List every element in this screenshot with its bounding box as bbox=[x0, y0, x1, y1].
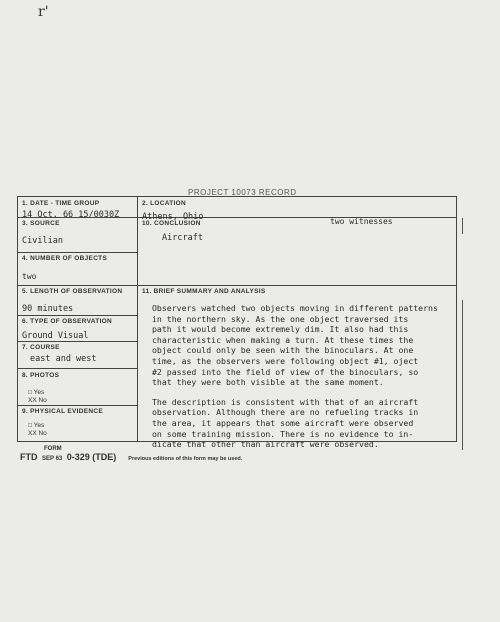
form-id bbox=[20, 452, 242, 462]
form-date: SEP 63 bbox=[42, 456, 63, 462]
summary-label: 11. BRIEF SUMMARY AND ANALYSIS bbox=[142, 288, 266, 295]
summary-line: The description is consistent with that of an aircraft bbox=[152, 396, 419, 407]
physical-evidence-label: 9. PHYSICAL EVIDENCE bbox=[22, 408, 104, 415]
location-value: Athens, Ohio bbox=[142, 212, 204, 222]
summary-line: in the northern sky. As the one object traversed its bbox=[152, 313, 409, 324]
type-of-observation-field bbox=[22, 318, 112, 341]
location-label: 2. LOCATION bbox=[142, 200, 186, 207]
page-edge-mark bbox=[462, 218, 463, 234]
row-divider bbox=[18, 368, 137, 369]
photos-yes-option: □ Yes bbox=[28, 389, 45, 396]
summary-line: dicate that other than aircraft were observed. bbox=[152, 439, 379, 450]
conclusion-label: 10. CONCLUSION bbox=[142, 220, 201, 227]
corner-mark: r' bbox=[38, 4, 49, 20]
row-divider bbox=[18, 285, 456, 286]
form-prefix: FTD bbox=[20, 452, 38, 462]
type-of-observation-label: 6. TYPE OF OBSERVATION bbox=[22, 318, 113, 325]
row-divider bbox=[18, 405, 137, 406]
form-label: FORM bbox=[44, 446, 62, 452]
row-divider bbox=[18, 341, 137, 342]
number-of-objects-value: two bbox=[22, 272, 37, 281]
date-time-group-field bbox=[22, 200, 119, 220]
course-field bbox=[22, 344, 97, 364]
row-divider bbox=[18, 315, 137, 316]
length-of-observation-label: 5. LENGTH OF OBSERVATION bbox=[22, 288, 123, 295]
summary-line: #2 passed into the field of view of the binoculars, so bbox=[152, 366, 419, 377]
witnesses-value: two witnesses bbox=[330, 217, 393, 226]
photos-no-option: XX No bbox=[28, 397, 47, 404]
conclusion-field bbox=[142, 220, 203, 243]
summary-field bbox=[142, 288, 454, 450]
summary-line: path it would become extremely dim. It also had this bbox=[152, 324, 409, 335]
summary-line: object could only be seen with the binoculars. At one bbox=[152, 345, 414, 356]
summary-line: characteristic when making a turn. At these times the bbox=[152, 334, 414, 345]
form-note: Previous editions of this form may be used. bbox=[128, 456, 243, 462]
length-of-observation-value: 90 minutes bbox=[22, 304, 74, 314]
form-footer bbox=[20, 446, 242, 462]
physical-evidence-yes-option: □ Yes bbox=[28, 422, 45, 429]
number-of-objects-label: 4. NUMBER OF OBJECTS bbox=[22, 255, 108, 262]
summary-line: Observers watched two objects moving in different patterns bbox=[152, 303, 438, 313]
column-divider bbox=[137, 197, 138, 441]
form-title: PROJECT 10073 RECORD bbox=[188, 188, 297, 197]
page-edge-mark bbox=[462, 300, 463, 450]
summary-line: that they were both visible at the same moment. bbox=[152, 377, 384, 388]
photos-field bbox=[22, 372, 59, 405]
date-time-group-value: 14 Oct. 66 15/0030Z bbox=[22, 210, 120, 220]
photos-label: 8. PHOTOS bbox=[22, 372, 60, 379]
physical-evidence-field bbox=[22, 408, 103, 438]
source-field bbox=[22, 220, 63, 246]
summary-line: time, as the observers were following object #1, oject bbox=[152, 355, 419, 366]
source-label: 3. SOURCE bbox=[22, 220, 60, 227]
physical-evidence-no-option: XX No bbox=[28, 430, 47, 437]
course-label: 7. COURSE bbox=[22, 344, 60, 351]
summary-text bbox=[152, 303, 454, 450]
summary-line: the area, it appears that some aircraft were observed bbox=[152, 417, 414, 428]
summary-line bbox=[152, 388, 454, 397]
source-value: Civilian bbox=[22, 236, 63, 246]
form-number: 0-329 (TDE) bbox=[66, 452, 117, 462]
type-of-observation-value: Ground Visual bbox=[22, 331, 89, 341]
number-of-objects-field bbox=[22, 255, 107, 281]
summary-line: on some training mission. There is no evidence to in- bbox=[152, 428, 414, 439]
row-divider bbox=[18, 252, 137, 253]
summary-line: observation. Although there are no refueling tracks in bbox=[152, 407, 419, 418]
date-time-group-label: 1. DATE - TIME GROUP bbox=[22, 200, 100, 207]
length-of-observation-field bbox=[22, 288, 122, 314]
conclusion-value: Aircraft bbox=[162, 233, 203, 243]
course-value: east and west bbox=[30, 354, 97, 364]
